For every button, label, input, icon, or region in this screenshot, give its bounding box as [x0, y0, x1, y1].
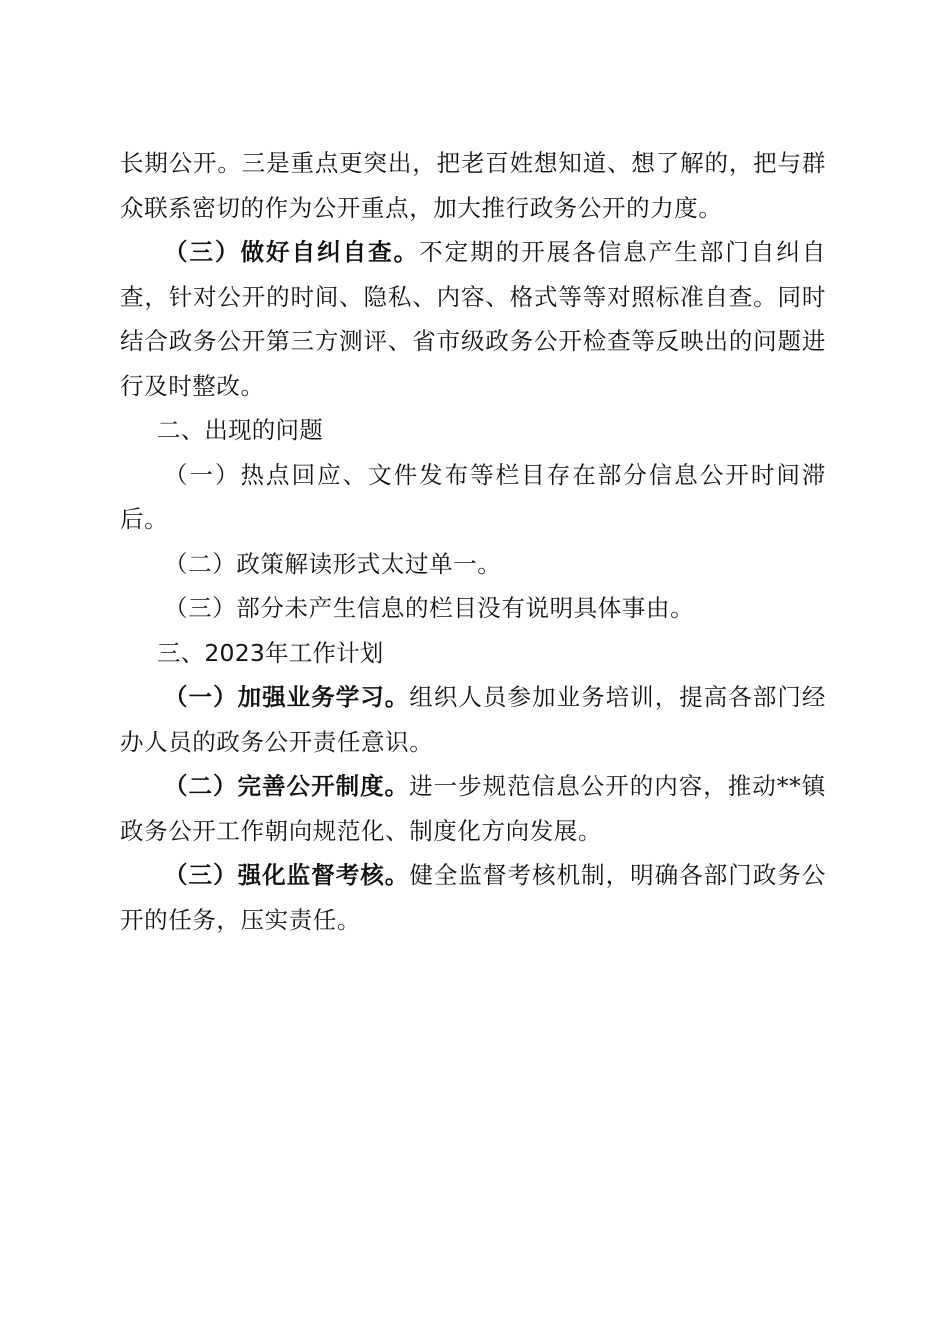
document-body	[120, 141, 826, 942]
section1-item3	[120, 230, 826, 408]
section1-item3-lead: （三）做好自纠自查。	[164, 238, 420, 266]
section3-item3-lead: （三）强化监督考核。	[164, 861, 410, 889]
section3-item3-body: 健全监督考核机制，明确各部门政务公开的任务，压实责任。	[120, 861, 827, 934]
section3-item1-body: 组织人员参加业务培训，提高各部门经办人员的政务公开责任意识。	[120, 683, 827, 756]
section2-item1: （一）热点回应、文件发布等栏目存在部分信息公开时间滞后。	[120, 460, 826, 533]
section3-item2-lead: （二）完善公开制度。	[164, 772, 410, 800]
section3-heading: 三、2023年工作计划	[157, 638, 384, 667]
continued-paragraph: 长期公开。三是重点更突出，把老百姓想知道、想了解的，把与群众联系密切的作为公开重点，加大推行政务公开的力度。	[120, 149, 826, 222]
section3-item1-lead: （一）加强业务学习。	[164, 683, 410, 711]
section2-heading: 二、出现的问题	[157, 416, 323, 444]
section3-item3	[120, 853, 826, 942]
section3-item2-body: 进一步规范信息公开的内容，推动**镇政务公开工作朝向规范化、制度化方向发展。	[120, 772, 827, 845]
section2-item3: （三）部分未产生信息的栏目没有说明具体事由。	[164, 594, 695, 622]
section3-item2	[120, 764, 826, 853]
section3-item1	[120, 675, 826, 764]
section1-item3-body: 不定期的开展各信息产生部门自纠自查，针对公开的时间、隐私、内容、格式等等对照标准自查。同时结合政务公开第三方测评、省市级政务公开检查等反映出的问题进行及时整改。	[120, 238, 826, 400]
section2-item2: （二）政策解读形式太过单一。	[164, 549, 502, 578]
